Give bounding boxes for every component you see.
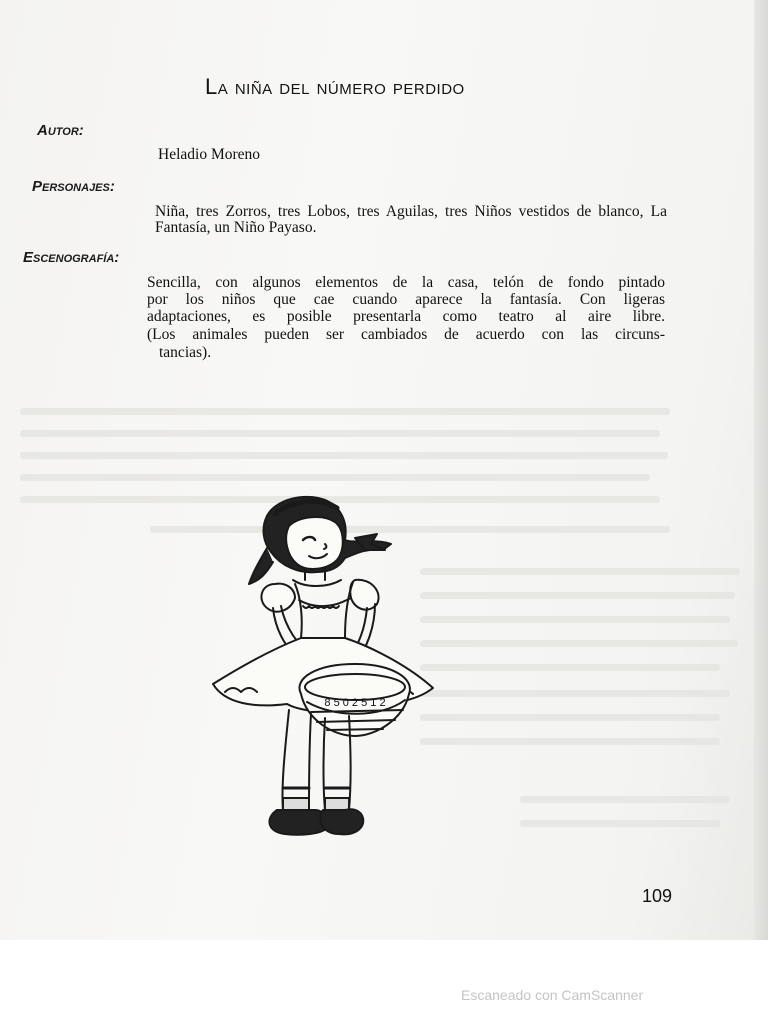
basket-numbers: 8 5 0 2 5 1 2 [324, 697, 386, 709]
scenery-line: tancias). [159, 344, 212, 361]
scenery-label: Escenografía: [23, 249, 120, 266]
page-edge [754, 0, 768, 940]
show-through [420, 568, 740, 575]
show-through [520, 820, 720, 827]
author-label: Autor: [37, 122, 84, 139]
scenery-line: por los niños que cae cuando aparece la fantasía. Con ligeras [147, 291, 665, 308]
show-through [420, 714, 720, 721]
page-number: 109 [642, 886, 673, 906]
show-through [420, 690, 730, 697]
author-name: Heladio Moreno [158, 146, 261, 163]
scenery-line: Sencilla, con algunos elementos de la casa, telón de fondo pintado [147, 274, 665, 291]
play-title: La niña del número perdido [205, 74, 465, 99]
girl-with-basket-illustration [205, 488, 445, 858]
characters-label: Personajes: [32, 178, 115, 195]
show-through [420, 592, 735, 599]
characters-text: Niña, tres Zorros, tres Lobos, tres Aguilas, tres Niños vestidos de blanco, La Fantasía, un Niño Payaso. [155, 203, 667, 236]
scenery-line: (Los animales pueden ser cambiados de acuerdo con las circuns- [147, 326, 665, 343]
show-through [420, 738, 720, 745]
show-through [20, 474, 650, 481]
show-through [20, 452, 668, 459]
show-through [20, 408, 670, 415]
scanner-watermark: Escaneado con CamScanner [461, 987, 644, 1003]
show-through [420, 616, 730, 623]
scenery-line: adaptaciones, es posible presentarla como teatro al aire libre. [147, 308, 665, 325]
show-through [420, 640, 738, 647]
show-through [420, 664, 720, 671]
show-through [20, 430, 660, 437]
show-through [520, 796, 730, 803]
